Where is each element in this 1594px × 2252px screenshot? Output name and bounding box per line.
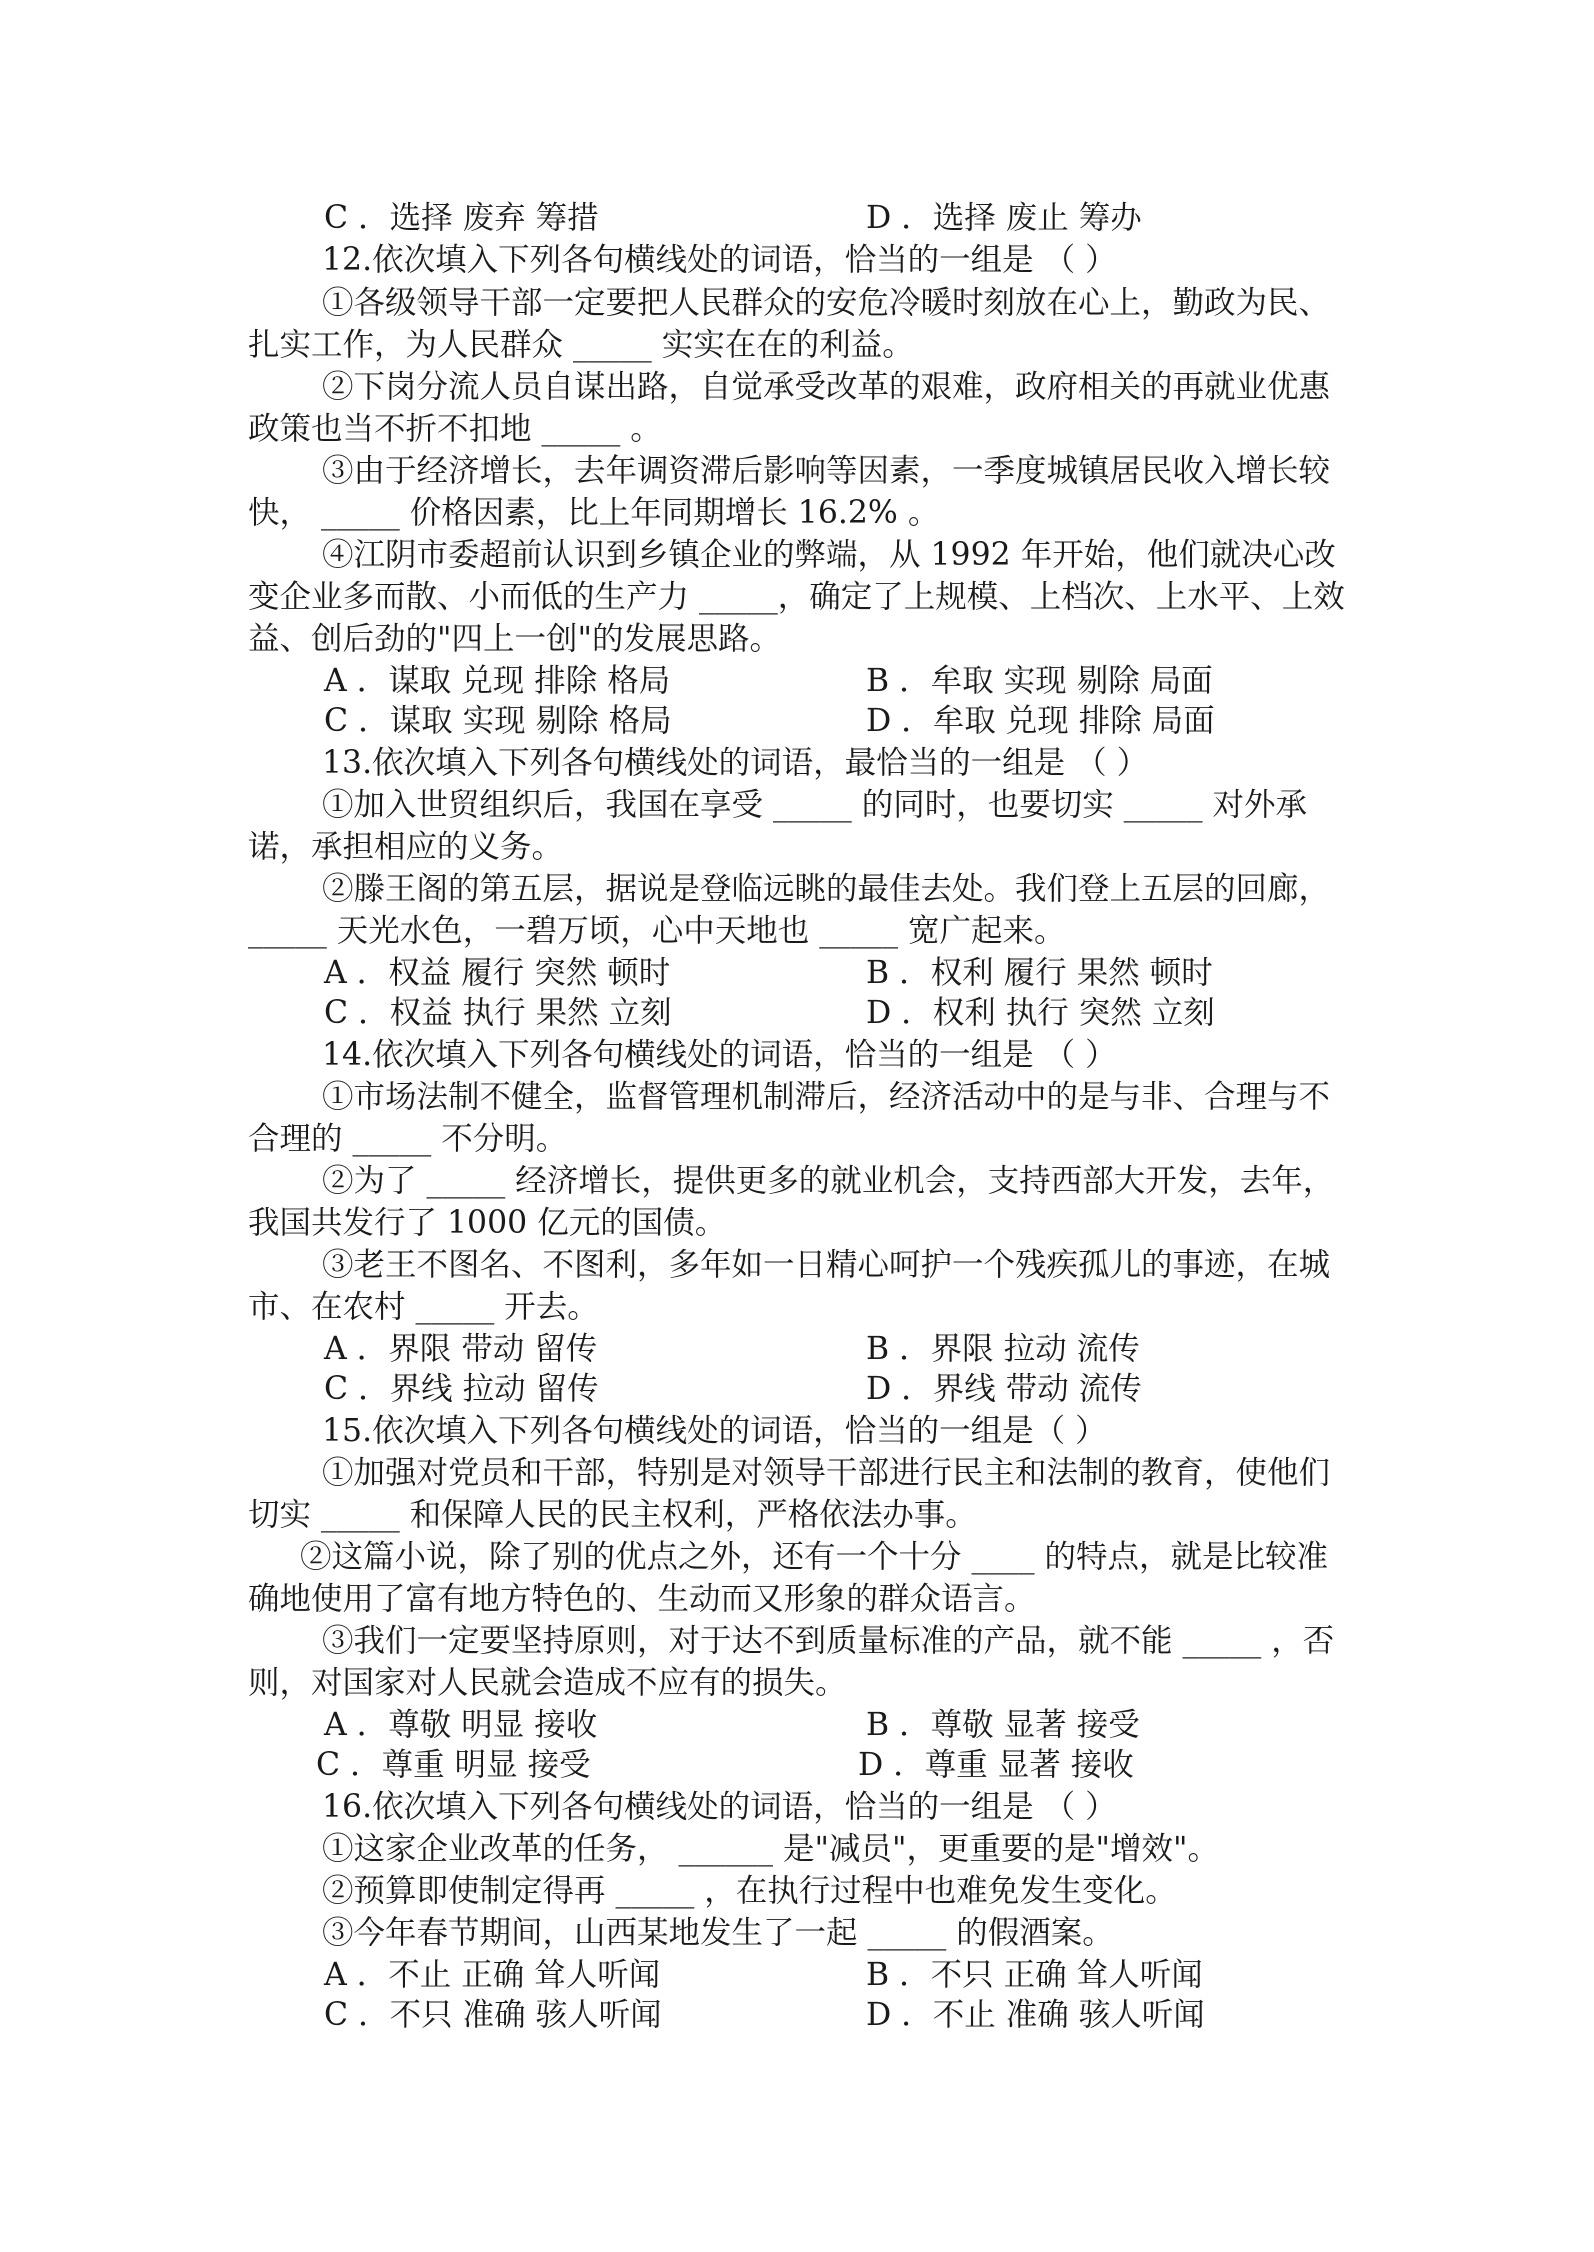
q15-option-a: A ．尊敬 明显 接收 (324, 1707, 598, 1743)
q14-sentence-3-cont: 市、在农村 _____ 开去。 (248, 1289, 599, 1325)
q13-option-c: C ．权益 执行 果然 立刻 (324, 995, 672, 1031)
q16-stem: 16.依次填入下列各句横线处的词语，恰当的一组是 （ ） (322, 1789, 1117, 1825)
q13-sentence-2-cont: _____ 天光水色，一碧万顷，心中天地也 _____ 宽广起来。 (248, 913, 1066, 949)
q16-sentence-3: ③今年春节期间，山西某地发生了一起 _____ 的假酒案。 (322, 1915, 1114, 1951)
q12-option-c: C ．谋取 实现 剔除 格局 (324, 703, 672, 739)
q15-sentence-2: ②这篇小说，除了别的优点之外，还有一个十分 ____ 的特点，就是比较准 (300, 1539, 1329, 1575)
q12-sentence-1-cont: 扎实工作，为人民群众 _____ 实实在在的利益。 (248, 327, 914, 363)
q11-option-c: C ．选择 废弃 筹措 (324, 200, 599, 236)
q15-sentence-2-cont: 确地使用了富有地方特色的、生动而又形象的群众语言。 (248, 1581, 1036, 1617)
q14-sentence-1-cont: 合理的 _____ 不分明。 (248, 1121, 568, 1157)
q14-option-a: A ．界限 带动 留传 (324, 1331, 598, 1367)
q15-sentence-3-cont: 则，对国家对人民就会造成不应有的损失。 (248, 1665, 847, 1701)
q15-stem: 15.依次填入下列各句横线处的词语，恰当的一组是（ ） (322, 1413, 1107, 1449)
q12-sentence-2-cont: 政策也当不折不扣地 _____ 。 (248, 411, 662, 447)
q12-sentence-3-cont: 快， _____ 价格因素，比上年同期增长 16.2% 。 (248, 495, 940, 531)
q15-sentence-1-cont: 切实 _____ 和保障人民的民主权利，严格依法办事。 (248, 1497, 977, 1533)
q15-sentence-1: ①加强对党员和干部，特别是对领导干部进行民主和法制的教育，使他们 (322, 1455, 1331, 1491)
q14-option-c: C ．界线 拉动 留传 (324, 1371, 599, 1407)
q14-option-b: B ．界限 拉动 流传 (866, 1331, 1140, 1367)
q12-option-d: D ．牟取 兑现 排除 局面 (866, 703, 1215, 739)
q13-stem: 13.依次填入下列各句横线处的词语，最恰当的一组是 （ ） (322, 745, 1149, 781)
q12-option-a: A ．谋取 兑现 排除 格局 (324, 663, 671, 699)
q13-option-b: B ．权利 履行 果然 顿时 (866, 955, 1213, 991)
q13-sentence-1-cont: 诺，承担相应的义务。 (248, 829, 564, 865)
q14-sentence-3: ③老王不图名、不图利，多年如一日精心呵护一个残疾孤儿的事迹，在城 (322, 1247, 1331, 1283)
q16-sentence-2: ②预算即使制定得再 _____ ，在执行过程中也难免发生变化。 (322, 1873, 1177, 1909)
q15-option-d: D ．尊重 显著 接收 (858, 1747, 1134, 1783)
q14-sentence-1: ①市场法制不健全，监督管理机制滞后，经济活动中的是与非、合理与不 (322, 1079, 1331, 1115)
q13-option-a: A ．权益 履行 突然 顿时 (324, 955, 671, 991)
q12-stem: 12.依次填入下列各句横线处的词语，恰当的一组是 （ ） (322, 242, 1117, 278)
q16-option-b: B ．不只 正确 耸人听闻 (866, 1957, 1203, 1993)
q12-sentence-1: ①各级领导干部一定要把人民群众的安危冷暖时刻放在心上，勤政为民、 (322, 285, 1331, 321)
q14-sentence-2: ②为了 _____ 经济增长，提供更多的就业机会，支持西部大开发，去年， (322, 1163, 1335, 1199)
q11-option-d: D ．选择 废止 筹办 (866, 200, 1142, 236)
q13-option-d: D ．权利 执行 突然 立刻 (866, 995, 1215, 1031)
q15-sentence-3: ③我们一定要坚持原则，对于达不到质量标准的产品，就不能 _____ ，否 (322, 1623, 1335, 1659)
q14-stem: 14.依次填入下列各句横线处的词语，恰当的一组是 （ ） (322, 1037, 1117, 1073)
q14-option-d: D ．界线 带动 流传 (866, 1371, 1142, 1407)
q13-sentence-2: ②滕王阁的第五层，据说是登临远眺的最佳去处。我们登上五层的回廊， (322, 871, 1331, 907)
q15-option-b: B ．尊敬 显著 接受 (866, 1707, 1140, 1743)
q12-sentence-3: ③由于经济增长，去年调资滞后影响等因素，一季度城镇居民收入增长较 (322, 453, 1331, 489)
q15-option-c: C ．尊重 明显 接受 (316, 1747, 591, 1783)
q12-sentence-4-cont: 变企业多而散、小而低的生产力 _____，确定了上规模、上档次、上水平、上效 (248, 579, 1345, 615)
q16-sentence-1: ①这家企业改革的任务， ______ 是"减员"，更重要的是"增效"。 (322, 1831, 1219, 1867)
q16-option-c: C ．不只 准确 骇人听闻 (324, 1997, 662, 2033)
q16-option-a: A ．不止 正确 耸人听闻 (324, 1957, 661, 1993)
q12-sentence-2: ②下岗分流人员自谋出路，自觉承受改革的艰难，政府相关的再就业优惠 (322, 369, 1331, 405)
q16-option-d: D ．不止 准确 骇人听闻 (866, 1997, 1205, 2033)
q12-sentence-4-cont2: 益、创后劲的"四上一创"的发展思路。 (248, 621, 781, 657)
q12-sentence-4: ④江阴市委超前认识到乡镇企业的弊端，从 1992 年开始，他们就决心改 (322, 537, 1336, 573)
q14-sentence-2-cont: 我国共发行了 1000 亿元的国债。 (248, 1205, 727, 1241)
q13-sentence-1: ①加入世贸组织后，我国在享受 _____ 的同时，也要切实 _____ 对外承 (322, 787, 1308, 823)
q12-option-b: B ．牟取 实现 剔除 局面 (866, 663, 1213, 699)
